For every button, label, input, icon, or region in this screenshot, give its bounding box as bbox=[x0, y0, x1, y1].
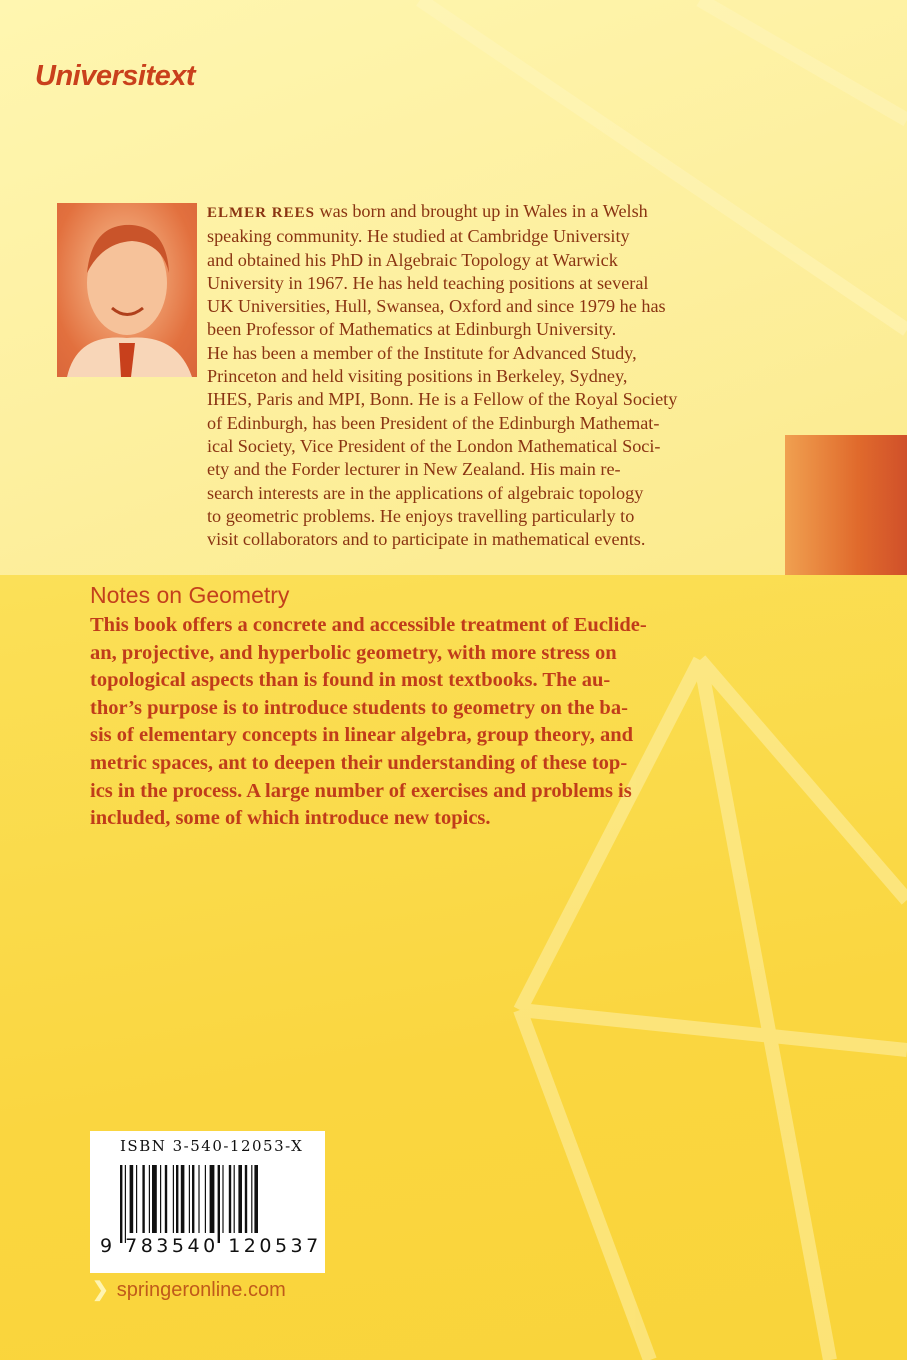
barcode-bar bbox=[234, 1165, 235, 1233]
barcode-bar bbox=[189, 1165, 190, 1233]
bio-line: to geometric problems. He enjoys travelling particularly to bbox=[207, 505, 635, 526]
series-title: Universitext bbox=[35, 60, 196, 92]
barcode-bar bbox=[218, 1165, 220, 1243]
barcode-bar bbox=[198, 1165, 199, 1233]
barcode-bar bbox=[222, 1165, 223, 1233]
bio-line: visit collaborators and to participate in mathematical events. bbox=[207, 529, 646, 550]
website-link[interactable]: ❯ springeronline.com bbox=[92, 1279, 286, 1301]
bio-line: Princeton and held visiting positions in Berkeley, Sydney, bbox=[207, 366, 628, 387]
decorative-orange-block bbox=[785, 435, 907, 575]
barcode-icon bbox=[120, 1165, 310, 1243]
barcode-bar bbox=[245, 1165, 247, 1233]
barcode-bar bbox=[125, 1165, 126, 1243]
isbn-label: ISBN 3-540-12053-X bbox=[120, 1137, 304, 1155]
author-name: ELMER REES bbox=[207, 205, 315, 221]
barcode-bar bbox=[251, 1165, 252, 1233]
description-line: This book offers a concrete and accessible treatment of Euclide- bbox=[90, 614, 647, 636]
barcode-bar bbox=[176, 1165, 178, 1233]
barcode-bar bbox=[130, 1165, 134, 1233]
chevron-right-icon: ❯ bbox=[92, 1279, 109, 1301]
barcode-bar bbox=[136, 1165, 137, 1233]
bio-line: ical Society, Vice President of the London Mathematical Soci- bbox=[207, 435, 661, 456]
description-line: thor’s purpose is to introduce students to geometry on the ba- bbox=[90, 696, 628, 719]
barcode-bar bbox=[205, 1165, 206, 1233]
barcode-bar bbox=[173, 1165, 174, 1233]
author-photo bbox=[57, 203, 197, 377]
bio-line: been Professor of Mathematics at Edinburgh University. bbox=[207, 319, 617, 340]
description-line: topological aspects than is found in most textbooks. The au- bbox=[90, 669, 611, 692]
bio-line: ety and the Forder lecturer in New Zealand. His main re- bbox=[207, 459, 621, 480]
bio-line: speaking community. He studied at Cambridge University bbox=[207, 226, 630, 247]
barcode-box bbox=[90, 1131, 325, 1273]
description-line: ics in the process. A large number of exercises and problems is bbox=[90, 779, 632, 802]
description-line: included, some of which introduce new topics. bbox=[90, 807, 491, 830]
barcode-bar bbox=[152, 1165, 157, 1233]
bio-line: He has been a member of the Institute for Advanced Study, bbox=[207, 342, 637, 363]
barcode-bar bbox=[181, 1165, 185, 1233]
author-bio: ELMER REES was born and brought up in Wales in a Welsh speaking community. He studied at Cambridge University and obtained his PhD in Algebraic Topology at Warwick University in 1967. He has held teaching positions at several UK Universities, Hull, Swansea, Oxford and since 1979 he has been Professor of Mathematics at Edinburgh University. He has been a member of the Institute for Advanced Study, Princeton and held visiting positions in Berkeley, Sydney, IHES, Paris and MPI, Bonn. He is a Fellow of the Royal Society of Edinburgh, has been President of the Edinburgh Mathemat- ical Society, Vice President of the London Mathematical Soci- ety and the Forder lecturer in New Zealand. His main re- search interests are in the applications of algebraic topology to geometric problems. He enjoys travelling particularly to visit collaborators and to participate in mathematical events. bbox=[207, 200, 777, 551]
description-line: metric spaces, ant to deepen their understanding of these top- bbox=[90, 751, 628, 774]
barcode-bar bbox=[120, 1165, 122, 1243]
description-line: sis of elementary concepts in linear algebra, group theory, and bbox=[90, 724, 634, 747]
description-line: an, projective, and hyperbolic geometry, with more stress on bbox=[90, 641, 617, 664]
barcode-bar bbox=[229, 1165, 231, 1233]
barcode-bar bbox=[254, 1165, 258, 1233]
barcode-bar bbox=[149, 1165, 150, 1233]
book-description bbox=[90, 612, 647, 833]
book-title: Notes on Geometry bbox=[90, 582, 290, 608]
barcode-bar bbox=[165, 1165, 167, 1233]
bio-line: IHES, Paris and MPI, Bonn. He is a Fellow of the Royal Society bbox=[207, 389, 678, 410]
barcode-bar bbox=[142, 1165, 144, 1233]
bio-line: of Edinburgh, has been President of the Edinburgh Mathemat- bbox=[207, 412, 660, 433]
barcode-bar bbox=[192, 1165, 194, 1233]
bio-line: search interests are in the applications of algebraic topology bbox=[207, 482, 644, 503]
bio-line: University in 1967. He has held teaching positions at several bbox=[207, 272, 649, 293]
barcode-bar bbox=[210, 1165, 215, 1233]
barcode-digits: 9 783540 120537 bbox=[100, 1235, 322, 1257]
barcode-bar bbox=[160, 1165, 161, 1233]
barcode-bar bbox=[238, 1165, 242, 1233]
bio-line: and obtained his PhD in Algebraic Topology at Warwick bbox=[207, 249, 618, 270]
bio-line: UK Universities, Hull, Swansea, Oxford and since 1979 he has bbox=[207, 296, 666, 317]
